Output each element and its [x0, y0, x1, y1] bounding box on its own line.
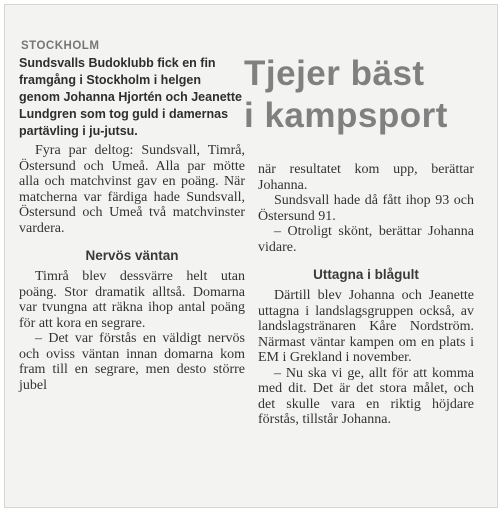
body-paragraph-selection: Därtill blev Johanna och Jeanette uttagna i landslagsgruppen också, av landslagstränaren Kåre Nordström. Närmast väntar kampen om en plats i EM i Grekland i november.	[258, 288, 474, 365]
headline-line-2: i kampsport	[244, 96, 448, 135]
body-paragraph-1: Fyra par deltog: Sundsvall, Timrå, Östersund och Umeå. Alla par mötte alla och matchvinst gav en poäng. När matcherna var färdiga hade Sundsvall, Östersund och Umeå två matchvinster vardera.	[19, 143, 245, 236]
body-paragraph-score: Sundsvall hade då fått ihop 93 och Östersund 91.	[258, 193, 474, 224]
headline	[244, 53, 484, 137]
right-column	[258, 162, 474, 428]
headline-line-1: Tjejer bäst	[244, 54, 425, 93]
left-column	[19, 40, 245, 393]
body-paragraph-3: – Det var förstås en väldigt nervös och oviss väntan innan domarna kom fram till en segrare, men desto större jubel	[19, 331, 245, 393]
body-paragraph-final-quote: – Nu ska vi ge, allt för att komma med dit. Det är det stora målet, och det skulle vara en riktig höjdare förstås, tillstår Johanna.	[258, 365, 474, 427]
dateline: STOCKHOLM	[21, 40, 100, 52]
body-paragraph-quote: – Otroligt skönt, berättar Johanna vidare.	[258, 224, 474, 255]
subheading-national-team: Uttagna i blågult	[313, 267, 419, 282]
lead-paragraph: Sundsvalls Budoklubb fick en fin framgång i Stockholm i helgen genom Johanna Hjortén och Jeanette Lundgren som tog guld i damernas partävling i ju-jutsu.	[19, 56, 242, 138]
body-paragraph-2: Timrå blev dessvärre helt utan poäng. Stor dramatik alltså. Domarna var tvungna att räkna ihop antal poäng för att kora en segrare.	[19, 269, 245, 331]
body-paragraph-continued: när resultatet kom upp, berättar Johanna.	[258, 162, 474, 193]
subheading-nervous-wait: Nervös väntan	[85, 248, 179, 263]
